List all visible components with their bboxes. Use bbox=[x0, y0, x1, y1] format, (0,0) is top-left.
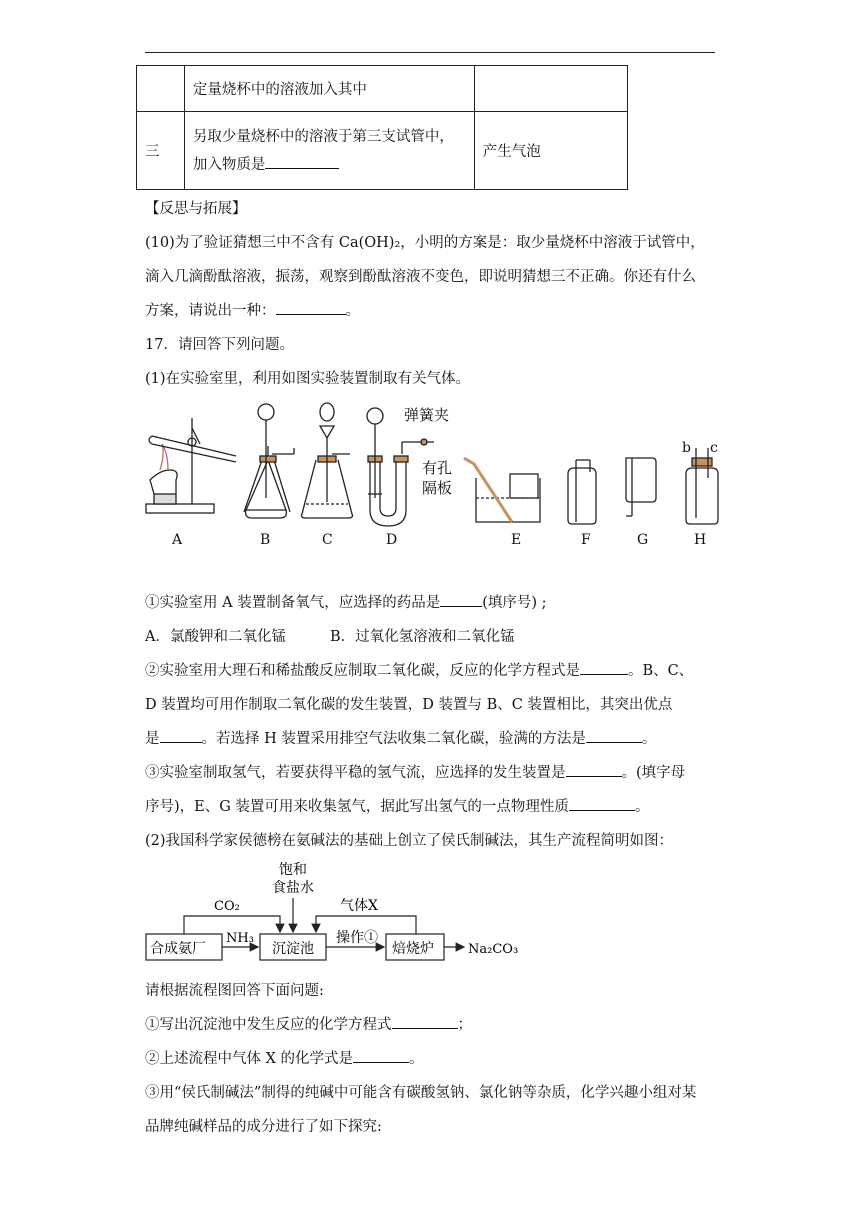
option-a: A．氯酸钾和二氧化锰 bbox=[145, 629, 286, 645]
q17-3-line-2-text: 序号)，E、G 装置可用来收集氢气，据此写出氢气的一点物理性质 bbox=[145, 799, 569, 815]
operation-cell bbox=[184, 112, 474, 190]
apparatus-g bbox=[626, 458, 656, 516]
step-cell: 三 bbox=[137, 112, 185, 190]
table-row bbox=[137, 112, 628, 190]
box2-label: 沉淀池 bbox=[272, 941, 314, 957]
answer-blank bbox=[440, 592, 482, 607]
answer-blank bbox=[276, 300, 346, 315]
step-cell bbox=[137, 66, 185, 112]
p2-q3-line-1: ③用“侯氏制碱法”制得的纯碱中可能含有碳酸氢钠、氯化钠等杂质，化学兴趣小组对某 bbox=[145, 1085, 697, 1101]
q17-3-text: ③实验室制取氢气，若要获得平稳的氢气流，应选择的发生装置是 bbox=[145, 765, 566, 781]
part2-intro: (2)我国科学家侯德榜在氨碱法的基础上创立了侯氏制碱法，其生产流程简明如图： bbox=[145, 833, 674, 849]
p2-q1 bbox=[145, 1008, 720, 1042]
q10-line-3-text: 方案，请说出一种： bbox=[145, 303, 276, 319]
part2-lead: 请根据流程图回答下面问题: bbox=[145, 983, 324, 999]
gas-x-label: 气体X bbox=[340, 898, 378, 914]
box3-label: 焙烧炉 bbox=[392, 941, 434, 957]
brine-label-1: 饱和 bbox=[279, 862, 307, 878]
q17-1-line bbox=[145, 586, 720, 620]
q17-3-line-1 bbox=[145, 756, 720, 790]
p2-q1-text: ①写出沉淀池中发生反应的化学方程式 bbox=[145, 1017, 392, 1033]
operation-label: 操作① bbox=[336, 930, 378, 946]
operation-line-2: 加入物质是 bbox=[192, 156, 266, 173]
label-g: G bbox=[637, 532, 649, 548]
q10-line-3 bbox=[145, 294, 720, 328]
q17-2-line-3-start: 是 bbox=[145, 731, 160, 747]
clip-label: 弹簧夹 bbox=[404, 406, 450, 424]
label-b: B bbox=[260, 532, 271, 548]
experiment-table bbox=[136, 65, 628, 190]
answer-blank bbox=[566, 762, 622, 777]
part1-intro: (1)在实验室里，利用如图实验装置制取有关气体。 bbox=[145, 371, 471, 387]
label-a: A bbox=[172, 532, 183, 548]
q17-2-text-end: 。B、C、 bbox=[628, 663, 694, 679]
label-e: E bbox=[511, 532, 522, 548]
q17-2-text: ②实验室用大理石和稀盐酸反应制取二氧化碳，反应的化学方程式是 bbox=[145, 663, 580, 679]
label-h: H bbox=[694, 532, 707, 548]
header-rule bbox=[145, 52, 715, 53]
product-label: Na₂CO₃ bbox=[468, 942, 519, 957]
answer-blank bbox=[580, 660, 628, 675]
options-line bbox=[145, 620, 720, 654]
p2-q2 bbox=[145, 1042, 720, 1076]
answer-blank bbox=[586, 728, 642, 743]
operation-line-1: 另取少量烧杯中的溶液于第三支试管中， bbox=[192, 128, 454, 145]
apparatus-h bbox=[686, 448, 718, 524]
answer-blank bbox=[392, 1014, 458, 1029]
p2-q2-text: ②上述流程中气体 X 的化学式是 bbox=[145, 1051, 354, 1067]
process-flowchart bbox=[140, 858, 540, 970]
q17-3-line-2 bbox=[145, 790, 720, 824]
option-b: B．过氧化氢溶液和二氧化锰 bbox=[329, 629, 515, 645]
label-d: D bbox=[386, 532, 398, 548]
section-heading: 【反思与拓展】 bbox=[145, 201, 247, 217]
apparatus-b bbox=[244, 404, 294, 518]
apparatus-e bbox=[464, 458, 540, 522]
answer-blank bbox=[353, 1048, 409, 1063]
question-17-title: 17．请回答下列问题。 bbox=[145, 337, 294, 353]
q17-1-text: ①实验室用 A 装置制备氧气，应选择的药品是 bbox=[145, 595, 441, 611]
brine-label-2: 食盐水 bbox=[272, 880, 314, 896]
p2-q3-line-2: 品牌纯碱样品的成分进行了如下探究: bbox=[145, 1119, 382, 1135]
tube-c-label: c bbox=[710, 440, 718, 456]
box1-label: 合成氨厂 bbox=[150, 941, 206, 957]
q17-2-line-3-end: 。 bbox=[641, 731, 657, 747]
q10-line-3-end: 。 bbox=[345, 303, 360, 319]
plate-label-line-2: 隔板 bbox=[422, 479, 453, 497]
q17-2-line-3-mid: 。若选择 H 装置采用排空气法收集二氧化碳，验满的方法是 bbox=[201, 731, 586, 747]
apparatus-a bbox=[146, 418, 236, 513]
q17-1-end: (填序号) ; bbox=[482, 595, 547, 611]
result-cell: 产生气泡 bbox=[474, 112, 627, 190]
label-f: F bbox=[581, 532, 591, 548]
result-cell bbox=[474, 66, 627, 112]
p2-q2-end: 。 bbox=[409, 1051, 424, 1067]
apparatus-f bbox=[568, 460, 596, 524]
plate-label bbox=[422, 458, 452, 498]
label-c: C bbox=[322, 532, 333, 548]
table-row bbox=[137, 66, 628, 112]
q10-line-1: (10)为了验证猜想三中不含有 Ca(OH)₂，小明的方案是：取少量烧杯中溶液于试管中， bbox=[145, 235, 705, 251]
q17-2-line-3 bbox=[145, 722, 720, 756]
nh3-label: NH₃ bbox=[226, 931, 254, 946]
q17-3-text-end: 。(填字母 bbox=[621, 765, 686, 781]
q17-2-line-2: D 装置均可用作制取二氧化碳的发生装置，D 装置与 B、C 装置相比，其突出优点 bbox=[145, 697, 673, 713]
q17-3-line-2-end: 。 bbox=[634, 799, 650, 815]
plate-label-line-1: 有孔 bbox=[422, 459, 453, 477]
operation-cell: 定量烧杯中的溶液加入其中 bbox=[184, 66, 474, 112]
answer-blank bbox=[569, 796, 635, 811]
q17-2-line-1 bbox=[145, 654, 720, 688]
apparatus-c bbox=[302, 403, 353, 518]
answer-blank bbox=[265, 154, 339, 169]
answer-blank bbox=[160, 728, 202, 743]
co2-label: CO₂ bbox=[214, 899, 240, 914]
p2-q1-end: ； bbox=[457, 1017, 472, 1033]
q10-line-2: 滴入几滴酚酞溶液，振荡，观察到酚酞溶液不变色，即说明猜想三不正确。你还有什么 bbox=[145, 269, 696, 285]
tube-b-label: b bbox=[682, 440, 691, 456]
